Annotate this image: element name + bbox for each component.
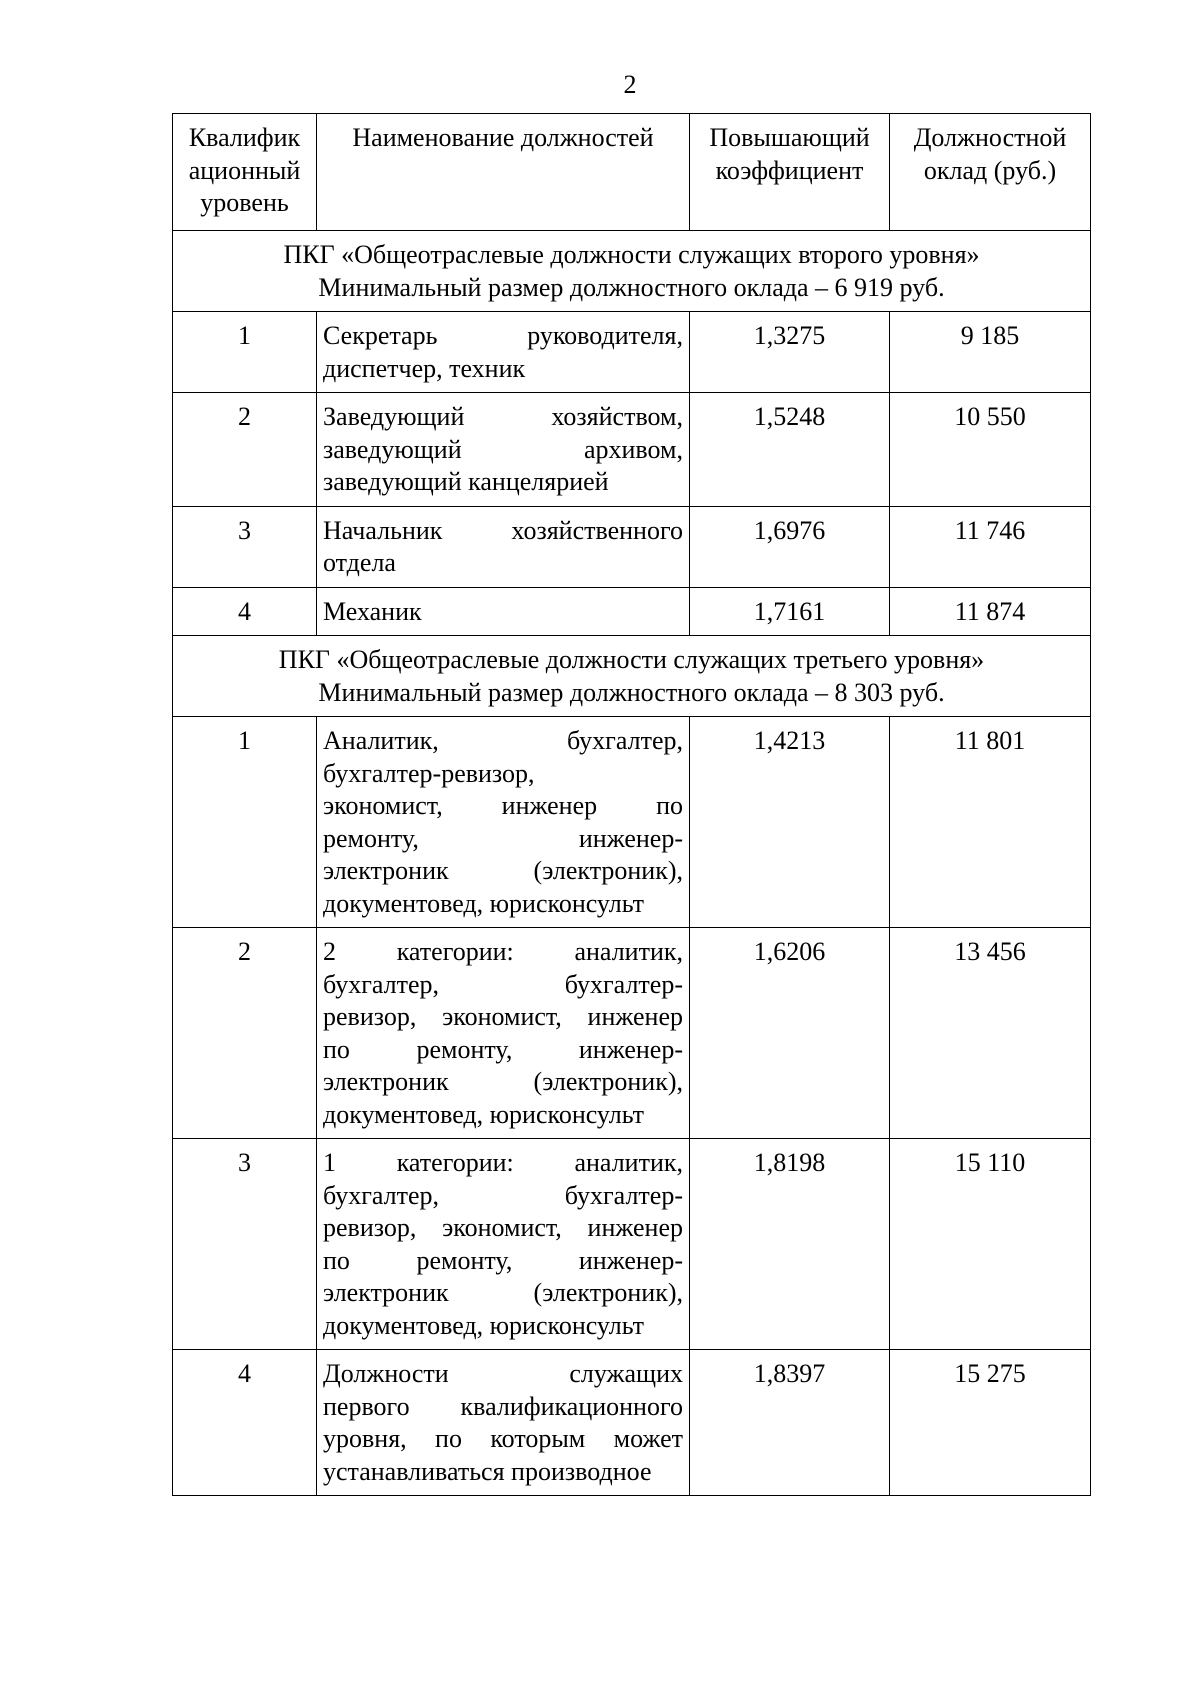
coefficient-cell: 1,6976	[690, 506, 890, 587]
position-name-line: Секретарь руководителя,	[323, 321, 683, 350]
header-qualification-level-line: уровень	[200, 188, 289, 217]
header-salary-line: Должностной	[913, 123, 1067, 152]
salary-cell: 15 275	[890, 1350, 1091, 1496]
position-name-line: заведующий канцелярией	[323, 467, 609, 496]
group-header-row	[173, 636, 1091, 717]
position-name-cell	[317, 506, 690, 587]
position-name-line: диспетчер, техник	[323, 353, 526, 383]
position-name-line: отдела	[323, 548, 396, 577]
qualification-level-cell: 1	[173, 312, 317, 393]
salary-cell: 10 550	[890, 393, 1091, 507]
position-name-line: документовед, юрисконсульт	[323, 888, 644, 918]
position-name-line: Заведующий хозяйством,	[323, 402, 683, 431]
header-qualification-level-line: ационный	[188, 155, 301, 185]
position-name-line: первого квалификационного	[323, 1391, 683, 1421]
header-qualification-level	[173, 114, 317, 231]
table-row	[173, 1350, 1091, 1496]
position-name-cell	[317, 1350, 690, 1496]
position-name-line: Должности служащих	[323, 1359, 683, 1388]
qualification-level-cell: 3	[173, 506, 317, 587]
position-name-line: электроник (электроник),	[323, 1278, 683, 1307]
header-coefficient-line: коэффициент	[715, 155, 864, 185]
position-name-line: ревизор, экономист, инженер	[323, 1002, 683, 1031]
group-minimum-salary: Минимальный размер должностного оклада – 6 919 руб.	[318, 272, 945, 302]
coefficient-cell: 1,8397	[690, 1350, 890, 1496]
coefficient-cell: 1,5248	[690, 393, 890, 507]
position-name-line: заведующий архивом,	[323, 434, 683, 464]
salary-cell: 15 110	[890, 1139, 1091, 1350]
position-name-cell	[317, 717, 690, 928]
header-qualification-level-line: Квалифик	[188, 123, 301, 152]
table-row	[173, 506, 1091, 587]
coefficient-cell: 1,6206	[690, 928, 890, 1139]
table-row	[173, 1139, 1091, 1350]
group-title: ПКГ «Общеотраслевые должности служащих второго уровня»	[283, 240, 980, 269]
position-name-line: Начальник хозяйственного	[323, 515, 683, 545]
salary-cell: 13 456	[890, 928, 1091, 1139]
qualification-level-cell: 3	[173, 1139, 317, 1350]
position-name-cell	[317, 312, 690, 393]
position-name-cell	[317, 1139, 690, 1350]
group-header-row	[173, 231, 1091, 312]
position-name-cell	[317, 928, 690, 1139]
position-name-line: Механик	[323, 596, 422, 626]
table-row	[173, 717, 1091, 928]
position-name-cell	[317, 393, 690, 507]
qualification-level-cell: 1	[173, 717, 317, 928]
position-name-line: документовед, юрисконсульт	[323, 1310, 644, 1340]
table-row	[173, 928, 1091, 1139]
position-name-line: по ремонту, инженер-	[323, 1034, 683, 1064]
header-salary	[890, 114, 1091, 231]
position-name-line: электроник (электроник),	[323, 1067, 683, 1096]
qualification-level-cell: 4	[173, 587, 317, 636]
position-name-line: электроник (электроник),	[323, 856, 683, 885]
header-coefficient-line: Повышающий	[709, 123, 870, 152]
page-number: 2	[623, 70, 637, 99]
salary-cell: 11 874	[890, 587, 1091, 636]
position-name-line: уровня, по которым может	[323, 1424, 683, 1453]
qualification-level-cell: 2	[173, 393, 317, 507]
qualification-level-cell: 4	[173, 1350, 317, 1496]
salary-cell: 11 801	[890, 717, 1091, 928]
coefficient-cell: 1,8198	[690, 1139, 890, 1350]
position-name-line: бухгалтер-ревизор,	[323, 758, 535, 788]
table-row	[173, 312, 1091, 393]
salary-cell: 9 185	[890, 312, 1091, 393]
position-name-line: по ремонту, инженер-	[323, 1245, 683, 1275]
position-name-line: бухгалтер, бухгалтер-	[323, 969, 683, 999]
group-header-cell	[173, 231, 1091, 312]
group-header-cell	[173, 636, 1091, 717]
group-minimum-salary: Минимальный размер должностного оклада – 8 303 руб.	[318, 677, 945, 707]
position-name-line: Аналитик, бухгалтер,	[323, 726, 683, 755]
coefficient-cell: 1,3275	[690, 312, 890, 393]
position-name-line: 2 категории: аналитик,	[323, 937, 683, 966]
coefficient-cell: 1,4213	[690, 717, 890, 928]
group-title: ПКГ «Общеотраслевые должности служащих третьего уровня»	[278, 645, 985, 674]
position-name-line: документовед, юрисконсульт	[323, 1099, 644, 1129]
position-name-line: 1 категории: аналитик,	[323, 1148, 683, 1177]
header-position-name	[317, 114, 690, 231]
position-name-line: экономист, инженер по	[323, 791, 683, 820]
table-row	[173, 587, 1091, 636]
header-salary-line: оклад (руб.)	[923, 155, 1057, 185]
position-name-line: бухгалтер, бухгалтер-	[323, 1180, 683, 1210]
header-position-name-line: Наименование должностей	[352, 123, 654, 152]
coefficient-cell: 1,7161	[690, 587, 890, 636]
salary-table	[172, 113, 1091, 1496]
position-name-line: ремонту, инженер-	[323, 823, 683, 853]
header-coefficient	[690, 114, 890, 231]
salary-cell: 11 746	[890, 506, 1091, 587]
position-name-cell	[317, 587, 690, 636]
table-header-row	[173, 114, 1091, 231]
table-row	[173, 393, 1091, 507]
qualification-level-cell: 2	[173, 928, 317, 1139]
position-name-line: устанавливаться производное	[323, 1456, 652, 1486]
position-name-line: ревизор, экономист, инженер	[323, 1213, 683, 1242]
